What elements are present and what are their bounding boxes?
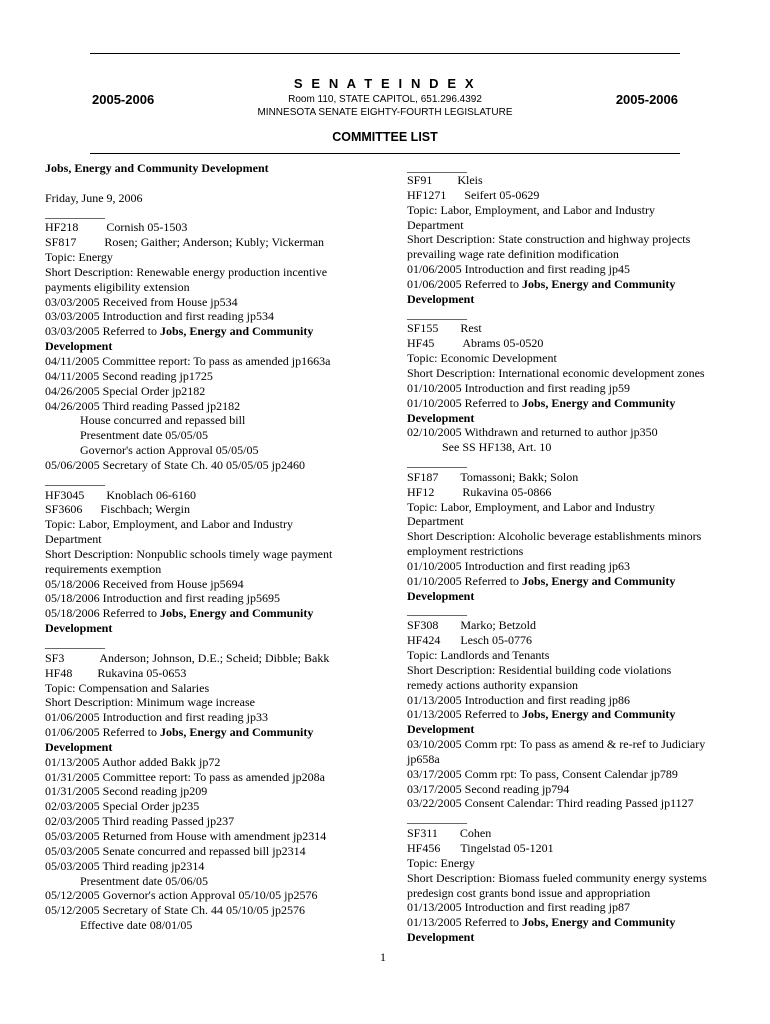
committee-ref: Development	[407, 930, 475, 945]
committee-ref: Development	[407, 722, 475, 737]
bill-topic: Topic: Energy	[407, 855, 475, 870]
bill-action: 01/10/2005 Referred to Jobs, Energy and Community	[407, 395, 676, 410]
bill-topic: Topic: Labor, Employment, and Labor and Industry	[407, 499, 655, 514]
bill-action: 02/03/2005 Third reading Passed jp237	[45, 814, 235, 829]
bill-action: 03/03/2005 Referred to Jobs, Energy and Community	[45, 324, 314, 339]
bill-action: 01/31/2005 Second reading jp209	[45, 784, 208, 799]
committee-ref: Development	[407, 291, 475, 306]
separator: __________	[407, 603, 467, 618]
committee-ref: Development	[45, 739, 113, 754]
separator: __________	[407, 160, 467, 174]
bill-number: SF817	[45, 235, 77, 250]
bill-description: Short Description: Minimum wage increase	[45, 695, 255, 710]
bill-description: Short Description: State construction and highway projects	[407, 232, 691, 247]
bill-topic: Topic: Compensation and Salaries	[45, 680, 210, 695]
bill-action: 03/17/2005 Comm rpt: To pass, Consent Calendar jp789	[407, 766, 678, 781]
bill-action: 05/12/2005 Governor's action Approval 05/10/05 jp2576	[45, 888, 318, 903]
bill-number: SF308	[407, 618, 439, 633]
bill-description: Short Description: Nonpublic schools timely wage payment	[45, 546, 333, 561]
bill-author: Fischbach; Wergin	[100, 502, 190, 517]
separator: __________	[407, 455, 467, 470]
bill-action: 01/13/2005 Introduction and first reading jp87	[407, 900, 630, 915]
committee-ref: Development	[45, 339, 113, 354]
committee-name: Jobs, Energy and Community Development	[45, 161, 269, 175]
bill-author: Rukavina 05-0866	[462, 484, 552, 499]
address-line: Room 110, STATE CAPITOL, 651.296.4392	[288, 94, 482, 105]
bill-author: Rest	[460, 321, 482, 336]
top-rule	[90, 53, 680, 54]
bill-author: Tingelstad 05-1201	[460, 840, 554, 855]
bill-action: Presentment date 05/05/05	[80, 428, 208, 443]
session-years-right: 2005-2006	[615, 92, 678, 107]
bill-action: 05/12/2005 Secretary of State Ch. 44 05/10/05 jp2576	[45, 903, 305, 918]
bill-description: requirements exemption	[45, 561, 162, 576]
committee-ref: Jobs, Energy and Community	[521, 395, 676, 410]
bill-topic: Topic: Landlords and Tenants	[407, 648, 550, 662]
separator: __________	[407, 811, 467, 826]
bill-number: HF48	[45, 665, 73, 680]
bill-action: Governor's action Approval 05/05/05	[80, 443, 259, 458]
bill-topic: Department	[407, 217, 464, 232]
bill-action: House concurred and repassed bill	[80, 413, 246, 428]
bill-entry	[45, 488, 385, 636]
bill-action: 05/18/2006 Introduction and first reading jp5695	[45, 591, 280, 606]
header-rule	[90, 153, 680, 154]
bill-action: Presentment date 05/06/05	[80, 873, 208, 888]
bill-description: Short Description: International economic development zones	[407, 365, 705, 380]
bill-entry	[407, 173, 737, 307]
bill-action: 02/10/2005 Withdrawn and returned to author jp350	[407, 425, 658, 440]
bill-action: 05/18/2006 Received from House jp5694	[45, 576, 244, 591]
bill-author: Kleis	[457, 173, 483, 187]
bill-number: HF218	[45, 220, 79, 235]
bill-number: SF91	[407, 173, 433, 187]
bill-author: Knoblach 06-6160	[106, 487, 196, 502]
left-column	[45, 161, 385, 933]
bill-number: HF424	[407, 633, 441, 648]
bill-action: Effective date 08/01/05	[80, 918, 193, 933]
bill-action: 03/17/2005 Second reading jp794	[407, 781, 570, 796]
bill-description: prevailing wage rate definition modification	[407, 247, 619, 262]
bill-action: 05/03/2005 Senate concurred and repassed bill jp2314	[45, 843, 306, 858]
committee-ref: Jobs, Energy and Community	[521, 915, 676, 930]
bill-action: 01/13/2005 Author added Bakk jp72	[45, 754, 221, 769]
bill-number: HF12	[407, 484, 435, 499]
bill-action: 01/06/2005 Referred to Jobs, Energy and Community	[407, 276, 676, 291]
bill-author: Lesch 05-0776	[460, 633, 532, 648]
bill-action: 01/31/2005 Committee report: To pass as amended jp208a	[45, 769, 325, 784]
bill-number: HF3045	[45, 487, 85, 502]
bill-author: Marko; Betzold	[460, 618, 537, 633]
bill-topic: Department	[407, 514, 464, 529]
bill-action: 01/06/2005 Referred to Jobs, Energy and Community	[45, 725, 314, 740]
bill-action: 04/11/2005 Second reading jp1725	[45, 368, 213, 383]
bill-topic: Topic: Labor, Employment, and Labor and Industry	[407, 202, 655, 217]
committee-ref: Jobs, Energy and Community	[521, 573, 676, 588]
committee-ref: Jobs, Energy and Community	[159, 725, 314, 740]
page-title: S E N A T E I N D E X	[293, 76, 477, 91]
bill-action: 03/10/2005 Comm rpt: To pass as amend & re-ref to Judiciary	[407, 737, 706, 752]
bill-action: 04/11/2005 Committee report: To pass as amended jp1663a	[45, 353, 331, 368]
bill-action: 03/22/2005 Consent Calendar: Third reading Passed jp1127	[407, 796, 694, 811]
bill-author: Seifert 05-0629	[464, 187, 540, 202]
bill-description: Short Description: Alcoholic beverage establishments minors	[407, 529, 702, 544]
bill-entry	[45, 220, 385, 472]
committee-ref: Jobs, Energy and Community	[159, 324, 314, 339]
bill-topic: Topic: Energy	[45, 250, 113, 265]
page-number: 1	[380, 950, 386, 964]
committee-ref: Jobs, Energy and Community	[521, 276, 676, 291]
bill-number: HF45	[407, 336, 435, 351]
legislature-line: MINNESOTA SENATE EIGHTY-FOURTH LEGISLATURE	[257, 107, 513, 118]
bill-description: payments eligibility extension	[45, 279, 190, 294]
bill-author: Cohen	[459, 826, 492, 841]
separator: __________	[45, 636, 105, 650]
bill-entry	[45, 651, 385, 933]
committee-ref: Development	[407, 410, 475, 425]
bill-author: Cornish 05-1503	[106, 220, 188, 235]
committee-ref: Jobs, Energy and Community	[159, 606, 314, 621]
bill-entry	[407, 470, 737, 604]
bill-topic: Topic: Economic Development	[407, 351, 557, 366]
bill-action: 02/03/2005 Special Order jp235	[45, 799, 200, 814]
bill-topic: Topic: Labor, Employment, and Labor and Industry	[45, 517, 293, 532]
bill-action: 04/26/2005 Third reading Passed jp2182	[45, 398, 241, 413]
bill-action: 03/03/2005 Received from House jp534	[45, 294, 238, 309]
hearing-date: Friday, June 9, 2006	[45, 190, 143, 205]
bill-number: SF187	[407, 469, 439, 484]
bill-action: 05/03/2005 Returned from House with amendment jp2314	[45, 828, 327, 843]
bill-number: SF311	[407, 826, 438, 841]
bill-description: employment restrictions	[407, 544, 524, 559]
bill-description: remedy actions authority expansion	[407, 677, 578, 692]
committee-list-heading: COMMITTEE LIST	[332, 130, 438, 144]
bill-action: 05/18/2006 Referred to Jobs, Energy and Community	[45, 606, 314, 621]
bill-author: Abrams 05-0520	[462, 336, 544, 351]
bill-number: SF155	[407, 321, 439, 336]
bill-entry	[407, 618, 737, 811]
bill-number: SF3	[45, 650, 65, 665]
bill-action: jp658a	[407, 751, 440, 766]
bill-entry	[407, 826, 737, 945]
bill-action: 01/13/2005 Referred to Jobs, Energy and Community	[407, 707, 676, 722]
bill-action: See SS HF138, Art. 10	[442, 440, 552, 455]
bill-action: 01/10/2005 Referred to Jobs, Energy and Community	[407, 573, 676, 588]
separator: __________	[407, 306, 467, 321]
session-years-left: 2005-2006	[92, 92, 155, 107]
bill-action: 01/06/2005 Introduction and first reading jp45	[407, 262, 630, 277]
committee-ref: Jobs, Energy and Community	[521, 707, 676, 722]
committee-ref: Development	[407, 588, 475, 603]
bill-description: Short Description: Renewable energy production incentive	[45, 264, 328, 279]
committee-ref: Development	[45, 621, 113, 636]
bill-author: Rukavina 05-0653	[97, 665, 187, 680]
bill-description: predesign cost grants bond issue and appropriation	[407, 885, 651, 900]
bill-description: Short Description: Biomass fueled community energy systems	[407, 870, 707, 885]
right-column	[407, 161, 737, 945]
bill-action: 01/13/2005 Introduction and first reading jp86	[407, 692, 630, 707]
bill-action: 04/26/2005 Special Order jp2182	[45, 383, 206, 398]
bill-number: SF3606	[45, 502, 83, 517]
bill-action: 03/03/2005 Introduction and first reading jp534	[45, 309, 274, 324]
bill-topic: Department	[45, 532, 102, 547]
bill-description: Short Description: Residential building code violations	[407, 662, 672, 677]
bill-author: Anderson; Johnson, D.E.; Scheid; Dibble; Bakk	[99, 650, 330, 665]
separator: __________	[45, 472, 105, 487]
separator: __________	[45, 205, 105, 220]
bill-number: HF456	[407, 840, 441, 855]
bill-author: Tomassoni; Bakk; Solon	[460, 469, 579, 484]
bill-action: 01/10/2005 Introduction and first reading jp59	[407, 380, 630, 395]
bill-entry	[407, 321, 737, 455]
bill-number: HF1271	[407, 187, 447, 202]
bill-action: 05/03/2005 Third reading jp2314	[45, 858, 205, 873]
bill-action: 01/10/2005 Introduction and first reading jp63	[407, 558, 630, 573]
bill-author: Rosen; Gaither; Anderson; Kubly; Vickerman	[104, 235, 325, 250]
bill-action: 01/13/2005 Referred to Jobs, Energy and Community	[407, 915, 676, 930]
bill-action: 01/06/2005 Introduction and first reading jp33	[45, 710, 268, 725]
bill-action: 05/06/2005 Secretary of State Ch. 40 05/05/05 jp2460	[45, 457, 305, 472]
